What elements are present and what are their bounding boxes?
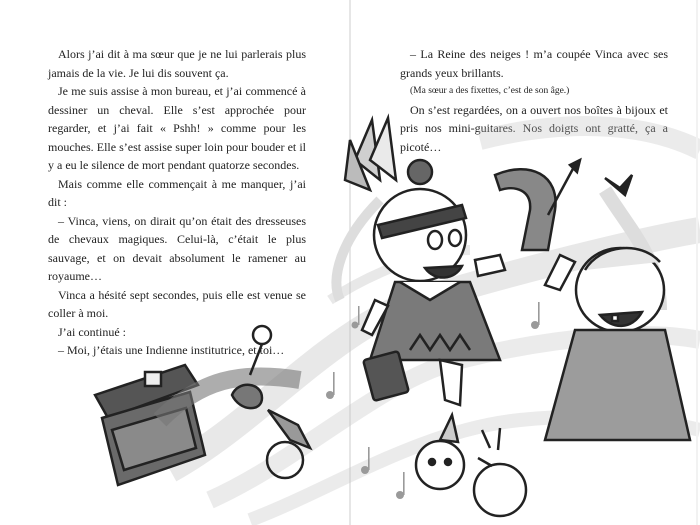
paragraph: – La Reine des neiges ! m’a coupée Vinca avec ses grands yeux brillants. (400, 47, 668, 80)
paragraph: Je me suis assise à mon bureau, et j’ai commencé à dessiner un cheval. Elle s’est approchée pour regarder, et j’ai fait « Pshh! » comme pour les mouches. Elle s’est assise super loin pour bouder et il y a eu le silence de mort pendant quatorze secondes. (48, 84, 306, 172)
left-page-text (48, 45, 306, 360)
aside-note: (Ma sœur a des fixettes, c’est de son âge.) (410, 86, 570, 96)
paragraph: J’ai continué : (58, 324, 126, 339)
paragraph: Vinca a hésité sept secondes, puis elle est venue se coller à moi. (48, 287, 306, 320)
paragraph: Alors j’ai dit à ma sœur que je ne lui parlerais plus jamais de la vie. Je lui dis souvent ça. (48, 47, 306, 80)
paragraph: On s’est regardées, on a ouvert nos boîtes à bijoux et pris nos mini-guitares. Nos doigts ont gratté, ça a picoté… (400, 102, 668, 154)
right-page-text (400, 45, 668, 156)
paragraph: – Vinca, viens, on dirait qu’on était des dresseuses de chevaux magiques. Celui-là, c’était le plus sauvage, et on devait absolument le ramener au royaume… (48, 213, 306, 283)
paragraph: Mais comme elle commençait à me manquer, j’ai dit : (48, 176, 306, 209)
right-page (350, 0, 700, 525)
paragraph: – Moi, j’étais une Indienne institutrice, et toi… (58, 343, 285, 357)
